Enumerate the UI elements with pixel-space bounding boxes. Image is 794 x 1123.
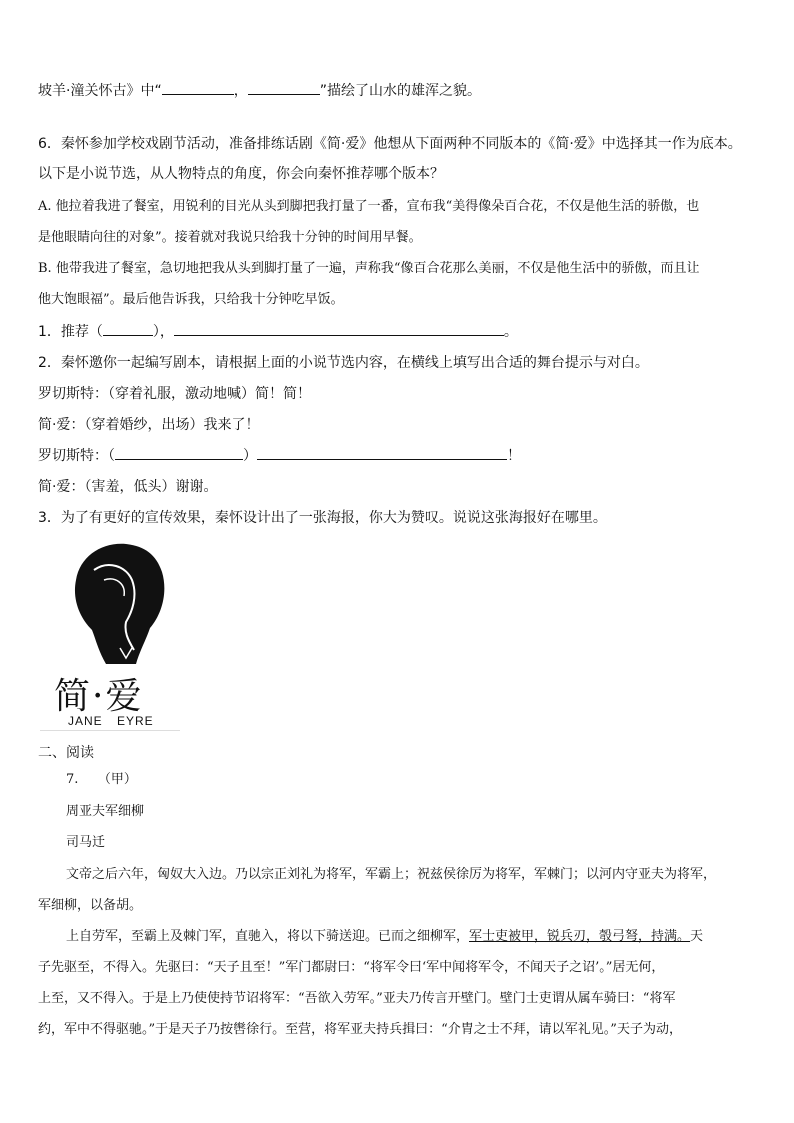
dialogue-4: 简·爱：（害羞，低头）谢谢。 xyxy=(38,479,218,495)
jane-eyre-poster xyxy=(40,540,175,730)
text: 上自劳军，至霸上及棘门军，直驰入，将以下骑送迎。已而之细柳军， xyxy=(66,929,470,944)
section-2-heading: 二、阅读 xyxy=(38,745,94,761)
reason-blank[interactable] xyxy=(174,323,504,336)
text: 罗切斯特：（ xyxy=(38,448,115,464)
passage-line: 文帝之后六年，匈奴大入边。乃以宗正刘礼为将军，军霸上；祝兹侯徐厉为将军，军棘门；以河内守亚夫为将军， xyxy=(66,867,717,882)
passage-line: 上至，又不得入。于是上乃使使持节诏将军：“吾欲入劳军。”亚夫乃传言开壁门。壁门士吏谓从属车骑曰：“将军 xyxy=(38,991,676,1006)
question-2-line: 2．秦怀邀你一起编写剧本，请根据上面的小说节选内容，在横线上填写出合适的舞台提示与对白。 xyxy=(38,355,649,371)
text: ！ xyxy=(507,448,521,464)
passage-line xyxy=(66,928,703,946)
text: 天 xyxy=(690,929,704,944)
blank-1[interactable] xyxy=(162,82,234,95)
version-a-line-1: A. 他拉着我进了餐室，用锐利的目光从头到脚把我打量了一番，宣布我“美得像朵百合花，不仅是他生活的骄傲，也 xyxy=(38,199,700,214)
text: ”描绘了山水的雄浑之貌。 xyxy=(319,83,481,99)
passage-title: 周亚夫军细柳 xyxy=(66,804,145,819)
dialogue-3 xyxy=(38,447,521,465)
text: 1．推荐（ xyxy=(38,324,103,340)
dialogue-1: 罗切斯特：（穿着礼服，激动地喊）简！简！ xyxy=(38,386,311,402)
poem-line xyxy=(38,82,481,100)
poster-subtitle: JANE EYRE xyxy=(68,714,154,728)
text: ） xyxy=(243,448,257,464)
dialogue-2: 简·爱：（穿着婚纱，出场）我来了！ xyxy=(38,417,260,433)
poster-title: 简·爱 xyxy=(54,676,144,717)
text: 坡羊·潼关怀古》中“ xyxy=(38,83,162,99)
passage-line: 军细柳，以备胡。 xyxy=(38,898,143,913)
underlined-text: 军士吏被甲，锐兵刃，彀弓弩，持满。 xyxy=(469,929,691,944)
question-3-line: 3．为了有更好的宣传效果，秦怀设计出了一张海报，你大为赞叹。说说这张海报好在哪里。 xyxy=(38,510,607,526)
recommend-line xyxy=(38,323,518,341)
text: ， xyxy=(233,83,248,99)
text: ）， xyxy=(152,324,174,340)
passage-line: 约，军中不得驱驰。”于是天子乃按辔徐行。至营，将军亚夫持兵揖曰：“介胄之士不拜，请以军礼见。”天子为动， xyxy=(38,1022,682,1037)
passage-line: 子先驱至，不得入。先驱曰：“天子且至！”军门都尉曰：“将军令曰‘军中闻将军令，不闻天子之诏’。”居无何， xyxy=(38,960,665,975)
version-a-line-2: 是他眼睛向往的对象”。接着就对我说只给我十分钟的时间用早餐。 xyxy=(38,230,422,245)
question-7-label: 7. （甲） xyxy=(66,772,137,787)
blank-2[interactable] xyxy=(248,82,320,95)
question-6-line-2: 以下是小说节选，从人物特点的角度，你会向秦怀推荐哪个版本？ xyxy=(38,166,444,182)
question-6-line-1: 6．秦怀参加学校戏剧节活动，准备排练话剧《简·爱》他想从下面两种不同版本的《简·爱》中选择其一作为底本。 xyxy=(38,136,742,152)
passage-author: 司马迁 xyxy=(66,835,106,850)
divider xyxy=(40,730,180,731)
version-b-line-2: 他大饱眼福”。最后他告诉我，只给我十分钟吃早饭。 xyxy=(38,292,344,307)
silhouette-icon xyxy=(54,540,174,668)
recommend-blank[interactable] xyxy=(103,323,153,336)
dialogue-blank[interactable] xyxy=(257,447,507,460)
version-b-line-1: B. 他带我进了餐室，急切地把我从头到脚打量了一遍，声称我“像百合花那么美丽，不仅是他生活中的骄傲，而且让 xyxy=(38,261,700,276)
stage-direction-blank[interactable] xyxy=(115,447,243,460)
text: 。 xyxy=(503,324,518,340)
